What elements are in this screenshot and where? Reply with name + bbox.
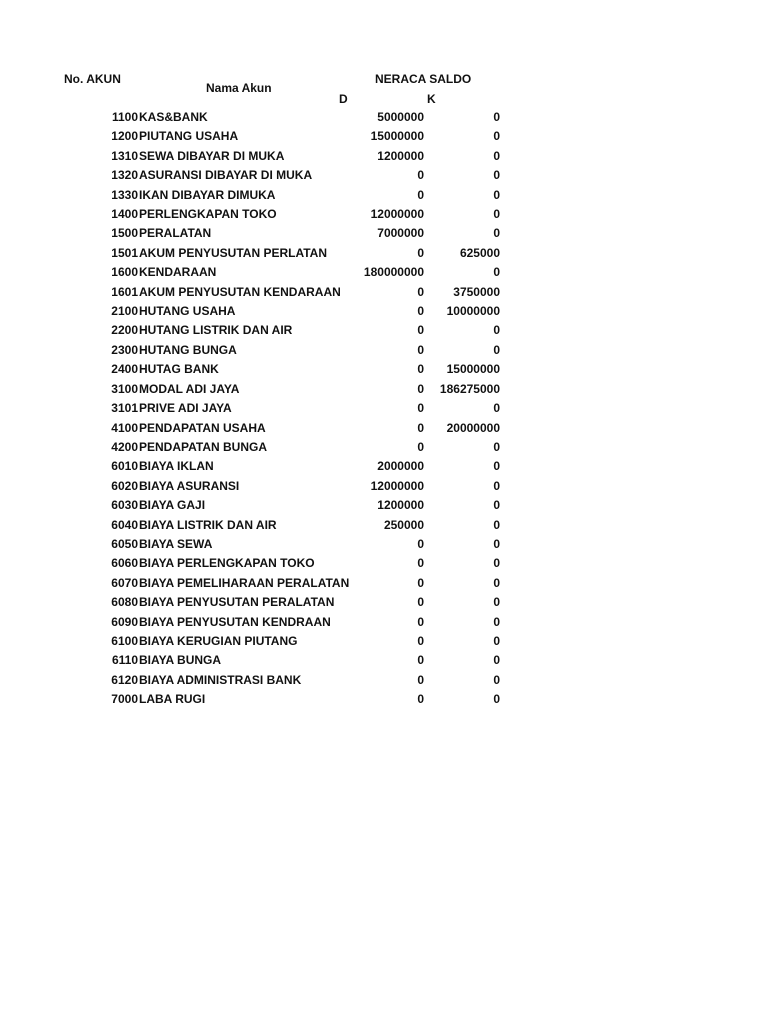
account-number: 3100 — [111, 381, 138, 396]
table-row — [0, 516, 768, 535]
account-name: PIUTANG USAHA — [139, 129, 239, 144]
table-row — [0, 360, 768, 379]
credit-value: 3750000 — [453, 284, 500, 299]
account-name: HUTANG USAHA — [139, 304, 236, 319]
debit-value: 2000000 — [377, 459, 424, 474]
table-row — [0, 651, 768, 670]
account-name: BIAYA PEMELIHARAAN PERALATAN — [139, 575, 350, 590]
credit-value: 0 — [493, 148, 500, 163]
account-number: 2400 — [111, 362, 138, 377]
table-row — [0, 438, 768, 457]
credit-value: 0 — [493, 459, 500, 474]
credit-value: 0 — [493, 187, 500, 202]
debit-value: 1200000 — [377, 148, 424, 163]
column-header-debit: D — [339, 92, 348, 106]
credit-value: 0 — [493, 129, 500, 144]
account-number: 6060 — [111, 556, 138, 571]
table-row — [0, 302, 768, 321]
debit-value: 0 — [417, 633, 424, 648]
credit-value: 0 — [493, 517, 500, 532]
debit-value: 0 — [417, 439, 424, 454]
account-number: 1310 — [111, 148, 138, 163]
account-number: 4100 — [111, 420, 138, 435]
account-number: 1500 — [111, 226, 138, 241]
debit-value: 0 — [417, 653, 424, 668]
account-number: 1600 — [111, 265, 138, 280]
account-number: 2200 — [111, 323, 138, 338]
credit-value: 0 — [493, 595, 500, 610]
account-number: 4200 — [111, 439, 138, 454]
account-number: 6020 — [111, 478, 138, 493]
table-row — [0, 283, 768, 302]
table-row — [0, 554, 768, 573]
debit-value: 0 — [417, 284, 424, 299]
debit-value: 12000000 — [370, 478, 424, 493]
debit-value: 0 — [417, 342, 424, 357]
debit-value: 180000000 — [363, 265, 424, 280]
column-header-kredit: K — [427, 92, 436, 106]
account-name: IKAN DIBAYAR DIMUKA — [139, 187, 276, 202]
table-row — [0, 419, 768, 438]
account-name: BIAYA PENYUSUTAN PERALATAN — [139, 595, 335, 610]
account-name: BIAYA PERLENGKAPAN TOKO — [139, 556, 315, 571]
account-number: 6120 — [111, 672, 138, 687]
account-name: BIAYA SEWA — [139, 536, 213, 551]
debit-value: 0 — [417, 304, 424, 319]
account-name: BIAYA PENYUSUTAN KENDRAAN — [139, 614, 331, 629]
debit-value: 250000 — [383, 517, 424, 532]
account-name: PENDAPATAN BUNGA — [139, 439, 267, 454]
credit-value: 0 — [493, 439, 500, 454]
account-number: 6080 — [111, 595, 138, 610]
debit-value: 0 — [417, 536, 424, 551]
credit-value: 0 — [493, 614, 500, 629]
table-row — [0, 127, 768, 146]
table-row — [0, 496, 768, 515]
account-number: 6050 — [111, 536, 138, 551]
credit-value: 186275000 — [439, 381, 500, 396]
table-row — [0, 147, 768, 166]
account-number: 1601 — [111, 284, 138, 299]
account-name: BIAYA ASURANSI — [139, 478, 240, 493]
account-name: PENDAPATAN USAHA — [139, 420, 266, 435]
credit-value: 0 — [493, 575, 500, 590]
credit-value: 0 — [493, 265, 500, 280]
debit-value: 0 — [417, 420, 424, 435]
debit-value: 0 — [417, 575, 424, 590]
debit-value: 0 — [417, 168, 424, 183]
table-row — [0, 574, 768, 593]
table-row — [0, 671, 768, 690]
account-name: HUTANG BUNGA — [139, 342, 237, 357]
account-number: 7000 — [111, 692, 138, 707]
table-row — [0, 263, 768, 282]
account-name: MODAL ADI JAYA — [139, 381, 240, 396]
table-row — [0, 224, 768, 243]
credit-value: 0 — [493, 226, 500, 241]
table-row — [0, 593, 768, 612]
credit-value: 10000000 — [446, 304, 500, 319]
account-name: HUTAG BANK — [139, 362, 219, 377]
debit-value: 0 — [417, 323, 424, 338]
column-header-nama-akun: Nama Akun — [206, 81, 272, 95]
table-row — [0, 380, 768, 399]
account-name: BIAYA LISTRIK DAN AIR — [139, 517, 277, 532]
table-row — [0, 186, 768, 205]
debit-value: 0 — [417, 245, 424, 260]
credit-value: 0 — [493, 653, 500, 668]
debit-value: 0 — [417, 362, 424, 377]
debit-value: 5000000 — [377, 110, 424, 124]
credit-value: 0 — [493, 342, 500, 357]
table-row — [0, 399, 768, 418]
table-row — [0, 166, 768, 185]
account-name: KENDARAAN — [139, 265, 217, 280]
account-number: 6070 — [111, 575, 138, 590]
credit-value: 0 — [493, 672, 500, 687]
account-name: BIAYA BUNGA — [139, 653, 222, 668]
debit-value: 15000000 — [370, 129, 424, 144]
account-number: 1330 — [111, 187, 138, 202]
account-number: 1400 — [111, 207, 138, 222]
credit-value: 625000 — [459, 245, 500, 260]
debit-value: 0 — [417, 401, 424, 416]
debit-value: 0 — [417, 556, 424, 571]
column-header-no-akun: No. AKUN — [64, 72, 121, 86]
account-number: 6110 — [111, 653, 138, 668]
account-number: 6040 — [111, 517, 138, 532]
debit-value: 1200000 — [377, 498, 424, 513]
credit-value: 0 — [493, 556, 500, 571]
credit-value: 0 — [493, 692, 500, 707]
debit-value: 7000000 — [377, 226, 424, 241]
debit-value: 0 — [417, 595, 424, 610]
debit-value: 0 — [417, 672, 424, 687]
credit-value: 20000000 — [446, 420, 500, 435]
account-number: 6100 — [111, 633, 138, 648]
table-row — [0, 341, 768, 360]
table-row — [0, 321, 768, 340]
account-number: 6090 — [111, 614, 138, 629]
account-name: PRIVE ADI JAYA — [139, 401, 232, 416]
credit-value: 0 — [493, 323, 500, 338]
account-number: 1100 — [111, 110, 138, 124]
account-name: BIAYA KERUGIAN PIUTANG — [139, 633, 298, 648]
account-name: HUTANG LISTRIK DAN AIR — [139, 323, 293, 338]
credit-value: 15000000 — [446, 362, 500, 377]
table-row — [0, 632, 768, 651]
table-row — [0, 108, 768, 127]
table-row — [0, 690, 768, 709]
account-name: BIAYA IKLAN — [139, 459, 214, 474]
account-name: BIAYA ADMINISTRASI BANK — [139, 672, 302, 687]
debit-value: 0 — [417, 614, 424, 629]
credit-value: 0 — [493, 498, 500, 513]
credit-value: 0 — [493, 633, 500, 648]
debit-value: 0 — [417, 381, 424, 396]
account-number: 3101 — [111, 401, 138, 416]
account-name: PERALATAN — [139, 226, 212, 241]
account-name: SEWA DIBAYAR DI MUKA — [139, 148, 285, 163]
account-name: PERLENGKAPAN TOKO — [139, 207, 277, 222]
credit-value: 0 — [493, 168, 500, 183]
credit-value: 0 — [493, 110, 500, 124]
account-table — [0, 108, 768, 710]
account-name: AKUM PENYUSUTAN PERLATAN — [139, 245, 327, 260]
account-name: ASURANSI DIBAYAR DI MUKA — [139, 168, 313, 183]
credit-value: 0 — [493, 401, 500, 416]
table-row — [0, 457, 768, 476]
account-name: AKUM PENYUSUTAN KENDARAAN — [139, 284, 341, 299]
account-number: 6010 — [111, 459, 138, 474]
account-number: 6030 — [111, 498, 138, 513]
credit-value: 0 — [493, 207, 500, 222]
table-row — [0, 613, 768, 632]
account-number: 1200 — [111, 129, 138, 144]
account-number: 2100 — [111, 304, 138, 319]
credit-value: 0 — [493, 478, 500, 493]
account-number: 1501 — [111, 245, 138, 260]
table-row — [0, 477, 768, 496]
debit-value: 0 — [417, 187, 424, 202]
debit-value: 12000000 — [370, 207, 424, 222]
account-name: BIAYA GAJI — [139, 498, 206, 513]
account-number: 1320 — [111, 168, 138, 183]
table-row — [0, 244, 768, 263]
account-name: LABA RUGI — [139, 692, 206, 707]
table-row — [0, 205, 768, 224]
table-row — [0, 535, 768, 554]
credit-value: 0 — [493, 536, 500, 551]
account-number: 2300 — [111, 342, 138, 357]
debit-value: 0 — [417, 692, 424, 707]
column-header-neraca-saldo: NERACA SALDO — [375, 72, 472, 86]
account-name: KAS&BANK — [139, 110, 208, 124]
